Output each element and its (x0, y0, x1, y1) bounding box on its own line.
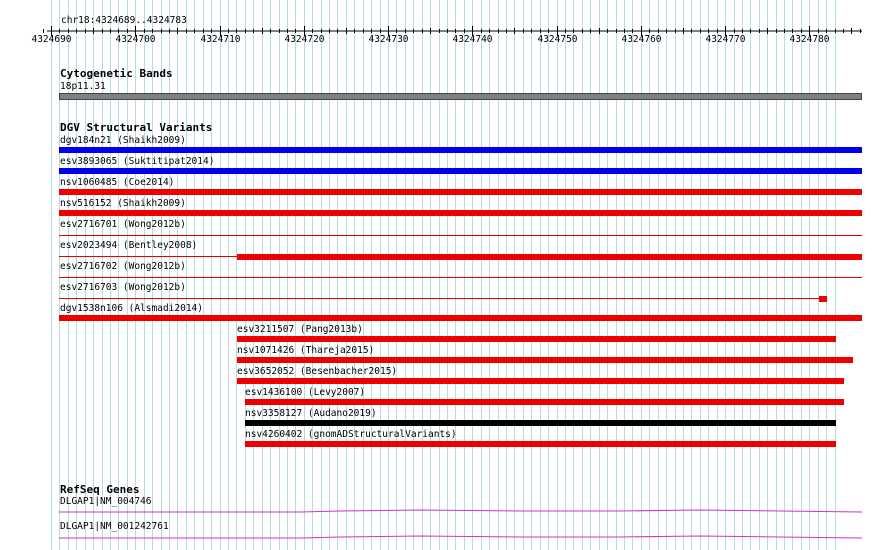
variant-bar-nsv1071426[interactable] (237, 357, 853, 363)
variant-bar-nsv516152[interactable] (59, 210, 862, 216)
variant-label-esv3211507: esv3211507 (Pang2013b) (237, 324, 363, 335)
variant-label-nsv516152: nsv516152 (Shaikh2009) (60, 198, 186, 209)
variant-label-esv2716701: esv2716701 (Wong2012b) (60, 219, 186, 230)
variant-label-dgv1538n106: dgv1538n106 (Alsmadi2014) (60, 303, 203, 314)
variant-label-esv3652052: esv3652052 (Besenbacher2015) (237, 366, 398, 377)
variant-label-esv3893065: esv3893065 (Suktitipat2014) (60, 156, 215, 167)
ruler-tick-label: 4324710 (200, 34, 241, 45)
variant-label-nsv3358127: nsv3358127 (Audano2019) (245, 408, 377, 419)
variant-label-esv2716702: esv2716702 (Wong2012b) (60, 261, 186, 272)
variant-label-esv1436100: esv1436100 (Levy2007) (245, 387, 366, 398)
ruler-location: chr18:4324689..4324783 (61, 15, 187, 26)
ruler-tick-label: 4324690 (31, 34, 72, 45)
variant-label-nsv4260402: nsv4260402 (gnomADStructuralVariants) (245, 429, 457, 440)
variant-bar-esv3652052[interactable] (237, 378, 844, 384)
variant-line-esv2023494[interactable] (59, 256, 237, 257)
variant-line-esv2716702[interactable] (59, 277, 862, 278)
variant-label-esv2716703: esv2716703 (Wong2012b) (60, 282, 186, 293)
ruler-tick-label: 4324770 (705, 34, 746, 45)
variant-label-esv2023494: esv2023494 (Bentley2008) (60, 240, 198, 251)
ruler-tick-label: 4324780 (789, 34, 830, 45)
cytoband-bar[interactable] (59, 93, 862, 100)
gene-label-nm-001242761: DLGAP1|NM_001242761 (60, 521, 169, 532)
ruler-tick-label: 4324720 (284, 34, 325, 45)
variant-label-nsv1060485: nsv1060485 (Coe2014) (60, 177, 175, 188)
variant-label-dgv184n21: dgv184n21 (Shaikh2009) (60, 135, 186, 146)
variant-bar-esv2716703[interactable] (819, 296, 827, 302)
gene-model-nm-001242761[interactable] (0, 532, 890, 544)
refseq-track-title: RefSeq Genes (60, 483, 140, 496)
variant-bar-esv3893065[interactable] (59, 168, 862, 174)
variant-bar-dgv184n21[interactable] (59, 147, 862, 153)
cytoband-label: 18p11.31 (60, 81, 106, 92)
variant-bar-dgv1538n106[interactable] (59, 315, 862, 321)
variant-bar-nsv3358127[interactable] (245, 420, 836, 426)
gene-model-nm-004746[interactable] (0, 506, 890, 518)
cytoband-track-title: Cytogenetic Bands (60, 67, 173, 80)
variant-line-esv2716703[interactable] (59, 298, 819, 299)
dgv-track-title: DGV Structural Variants (60, 121, 213, 134)
ruler-tick-label: 4324760 (621, 34, 662, 45)
variant-bar-esv3211507[interactable] (237, 336, 836, 342)
ruler-tick-label: 4324750 (537, 34, 578, 45)
variant-bar-nsv1060485[interactable] (59, 189, 862, 195)
variant-label-nsv1071426: nsv1071426 (Thareja2015) (237, 345, 375, 356)
ruler-tick-label: 4324740 (452, 34, 493, 45)
variant-bar-esv2023494[interactable] (237, 254, 862, 260)
gene-label-nm-004746: DLGAP1|NM_004746 (60, 496, 152, 507)
ruler-tick-label: 4324700 (115, 34, 156, 45)
variant-bar-esv1436100[interactable] (245, 399, 844, 405)
variant-bar-nsv4260402[interactable] (245, 441, 836, 447)
ruler-tick-label: 4324730 (368, 34, 409, 45)
variant-line-esv2716701[interactable] (59, 235, 862, 236)
